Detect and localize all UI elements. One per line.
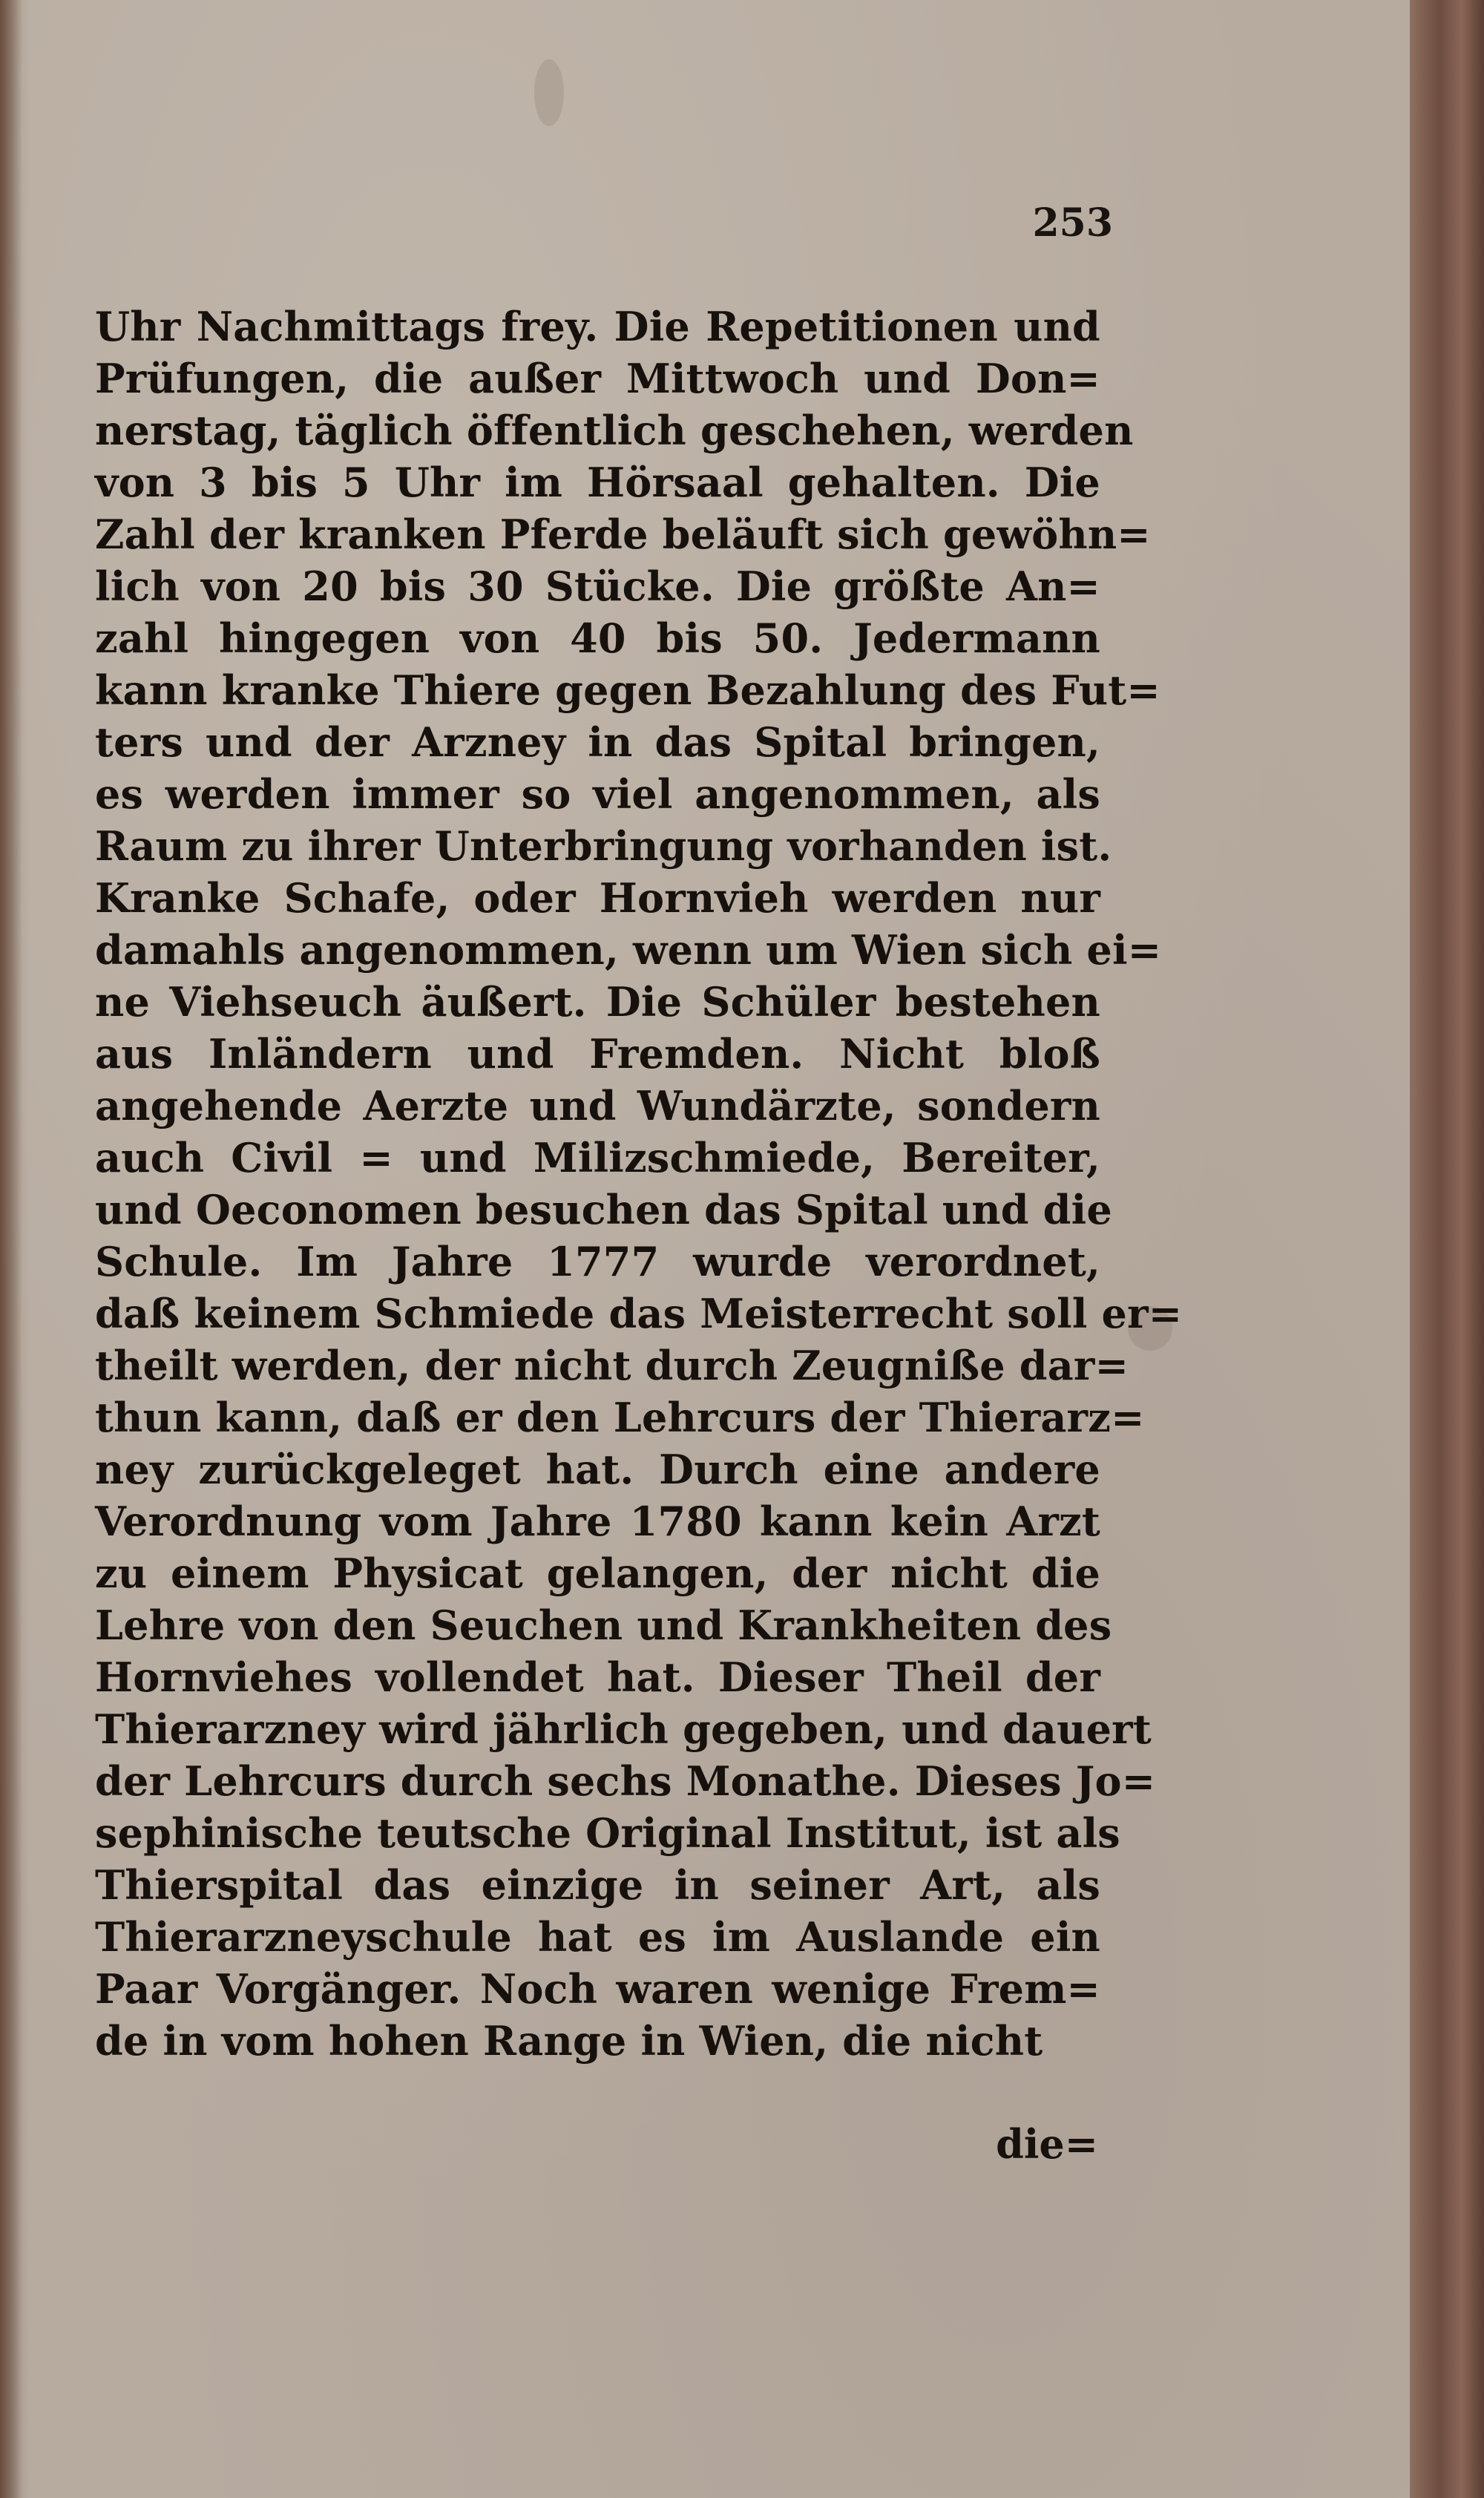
text-line: Schule. Im Jahre 1777 wurde verordnet, xyxy=(95,1238,1100,1285)
text-line: theilt werden, der nicht durch Zeugniße dar= xyxy=(95,1342,1129,1389)
text-line: angehende Aerzte und Wundärzte, sondern xyxy=(95,1082,1100,1130)
page-number: 253 xyxy=(1032,200,1113,246)
text-line: Zahl der kranken Pferde beläuft sich gewöhn= xyxy=(95,511,1151,558)
paper-stain xyxy=(534,59,564,126)
text-line: lich von 20 bis 30 Stücke. Die größte An= xyxy=(95,563,1100,610)
body-text xyxy=(95,301,1183,2067)
text-line: aus Inländern und Fremden. Nicht bloß xyxy=(95,1030,1100,1078)
text-line: thun kann, daß er den Lehrcurs der Thierarz= xyxy=(95,1394,1145,1441)
text-line: Uhr Nachmittags frey. Die Repetitionen und xyxy=(95,303,1100,350)
text-line: Thierarzney wird jährlich gegeben, und dauert xyxy=(95,1705,1152,1753)
text-line: Thierarzneyschule hat es im Auslande ein xyxy=(95,1913,1100,1961)
text-line: ne Viehseuch äußert. Die Schüler bestehen xyxy=(95,978,1100,1026)
text-line: kann kranke Thiere gegen Bezahlung des Fut= xyxy=(95,666,1160,714)
page-edge xyxy=(1410,0,1484,2498)
text-line: Hornviehes vollendet hat. Dieser Theil der xyxy=(95,1653,1100,1701)
text-line: Verordnung vom Jahre 1780 kann kein Arzt xyxy=(95,1498,1100,1545)
gutter-shadow xyxy=(0,0,22,2498)
text-line: Prüfungen, die außer Mittwoch und Don= xyxy=(95,355,1100,402)
text-line: Lehre von den Seuchen und Krankheiten des xyxy=(95,1602,1112,1649)
text-line: zahl hingegen von 40 bis 50. Jedermann xyxy=(95,614,1100,662)
text-line: Paar Vorgänger. Noch waren wenige Frem= xyxy=(95,1965,1100,2013)
text-line: nerstag, täglich öffentlich geschehen, werden xyxy=(95,407,1134,454)
catchword: die= xyxy=(996,2120,1098,2168)
text-line: Raum zu ihrer Unterbringung vorhanden ist. xyxy=(95,822,1112,870)
text-line: Kranke Schafe, oder Hornvieh werden nur xyxy=(95,874,1100,922)
text-line: ney zurückgeleget hat. Durch eine andere xyxy=(95,1446,1100,1493)
text-line: sephinische teutsche Original Institut, ist als xyxy=(95,1809,1120,1857)
text-line: und Oeconomen besuchen das Spital und die xyxy=(95,1186,1112,1233)
text-line: von 3 bis 5 Uhr im Hörsaal gehalten. Die xyxy=(95,459,1100,506)
text-line: Thierspital das einzige in seiner Art, als xyxy=(95,1861,1100,1909)
text-line: ters und der Arzney in das Spital bringen, xyxy=(95,718,1100,766)
text-line: de in vom hohen Range in Wien, die nicht xyxy=(95,2017,1043,2065)
text-line: es werden immer so viel angenommen, als xyxy=(95,770,1100,818)
text-line: der Lehrcurs durch sechs Monathe. Dieses Jo= xyxy=(95,1757,1156,1805)
text-line: daß keinem Schmiede das Meisterrecht soll er= xyxy=(95,1290,1183,1337)
text-line: auch Civil = und Milizschmiede, Bereiter, xyxy=(95,1134,1100,1181)
text-line: zu einem Physicat gelangen, der nicht die xyxy=(95,1550,1100,1597)
text-line: damahls angenommen, wenn um Wien sich ei= xyxy=(95,926,1162,974)
